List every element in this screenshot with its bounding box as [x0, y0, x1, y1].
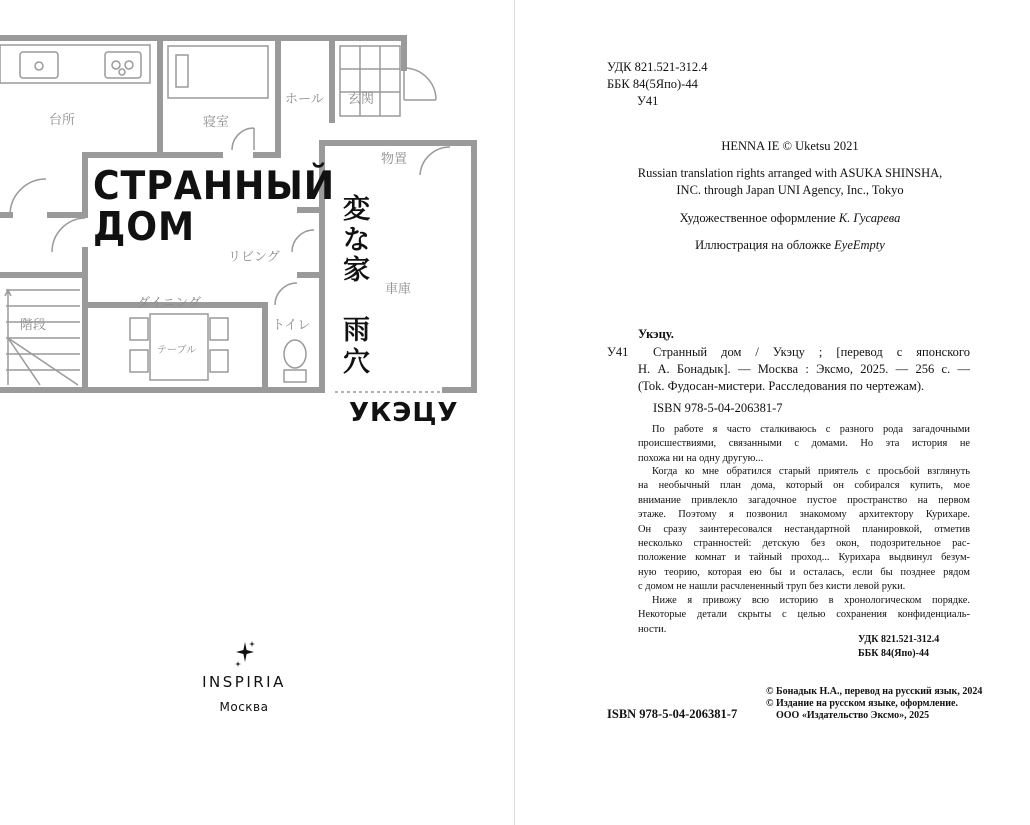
room-label-living: リビング [228, 250, 280, 265]
annotation-line: Когда ко мне обратился старый приятель с просьбой взглянуть [652, 466, 970, 477]
bbk-top: ББК 84(5Япо)-44 [607, 77, 698, 91]
design-label: Художественное оформление [679, 211, 836, 225]
title-ru-line-1: СТРАННЫЙ [93, 164, 336, 209]
annotation-line: Он сразу заинтересовался нестандартной планировкой, отметив [638, 523, 970, 535]
title-ru-line-2: ДОМ [93, 205, 196, 250]
left-page [0, 0, 514, 825]
author-heading: Укэцу. [638, 327, 674, 341]
annotation-line: на необычный план дома, который он собирался купить, мое [638, 480, 970, 492]
udk-bottom: УДК 821.521-312.4 [858, 634, 940, 645]
annotation-line: происшествиями, связанными с домами. Но эта история не [638, 438, 970, 450]
rights-line-1: Russian translation rights arranged with ASUKA SHINSHA, [637, 166, 943, 180]
isbn-bottom: ISBN 978-5-04-206381-7 [607, 707, 738, 721]
annotation-line: этаже. Поэтому я позвонил знакомому архитектору Курихаре. [638, 509, 970, 521]
cover-credit [600, 238, 980, 253]
title-jp-char-1: 変 [343, 194, 370, 225]
title-jp-char-2: な [343, 225, 370, 256]
annotation-line: По работе я часто сталкиваюсь с разного рода загадочными [652, 424, 970, 435]
annotation-line: несколько странностей: детскую без окон, подозрительное рас- [638, 537, 970, 549]
annotation-line: Некоторые детали скрыты с целью сохранения конфиденциаль- [638, 609, 970, 621]
bbk-bottom: ББК 84(Япо)-44 [858, 648, 929, 659]
biblio-line-3: (Tok. Фудосан-мистери. Расследования по чертежам). [638, 379, 925, 393]
room-label-entrance: 玄関 [348, 92, 375, 107]
floor-plan [0, 0, 514, 420]
annotation-line: Ниже я привожу всю историю в хронологическом порядке. [652, 595, 970, 606]
room-label-stairs: 階段 [20, 318, 47, 333]
annotation-line: с домом не нашли расчлененный труп без кисти левой руки. [638, 581, 906, 593]
publisher-name: INSPIRIA [202, 673, 286, 691]
code-top: У41 [637, 94, 659, 108]
copyright-publisher: ООО «Издательство Эксмо», 2025 [776, 710, 930, 721]
copyright-translation: © Бонадык Н.А., перевод на русский язык, 2024 [766, 686, 983, 697]
biblio-line-1: Странный дом / Укэцу ; [перевод с японского [653, 345, 970, 359]
code-left: У41 [607, 345, 629, 359]
publisher-city: Москва [219, 700, 269, 714]
cover-name: EyeEmpty [834, 238, 885, 252]
sparkle-logo-icon [233, 640, 257, 670]
copyright-line: HENNA IE © Uketsu 2021 [721, 139, 859, 153]
udk-top: УДК 821.521-312.4 [607, 60, 708, 74]
annotation-line: похожа ни на одну другую... [638, 452, 764, 464]
room-label-table: テーブル [157, 345, 197, 356]
annotation-paragraph-2 [638, 465, 970, 595]
copyright-edition: © Издание на русском языке, оформление. [766, 698, 958, 709]
isbn-mid: ISBN 978-5-04-206381-7 [653, 401, 783, 415]
room-label-hall: ホール [285, 92, 324, 107]
author-jp-char-2: 穴 [343, 347, 370, 378]
biblio-line-2: Н. А. Бонадык]. — Москва : Эксмо, 2025. — 256 с. — [638, 362, 970, 376]
annotation-line: положение комнат и тайный проход... Курихара выдвинул безум- [638, 552, 970, 564]
room-label-storage: 物置 [381, 152, 408, 167]
room-label-bedroom: 寝室 [203, 115, 230, 130]
title-jp-char-3: 家 [343, 255, 370, 286]
annotation-line: ности. [638, 623, 667, 635]
room-label-garage: 車庫 [385, 282, 412, 297]
author-ru: УКЭЦУ [349, 398, 459, 428]
room-label-kitchen: 台所 [49, 113, 76, 128]
room-label-toilet: トイレ [272, 318, 311, 333]
author-jp-char-1: 雨 [343, 315, 370, 346]
cover-label: Иллюстрация на обложке [695, 238, 832, 252]
rights-line-2: INC. through Japan UNI Agency, Inc., Tokyo [676, 183, 904, 197]
annotation-line: внимание привлекло загадочное пустое пространство на первом [638, 494, 970, 506]
annotation-line: ную теорию, которая ею бы и осталась, если бы позднее рядом [638, 566, 970, 578]
annotation-paragraph-3 [638, 594, 970, 637]
design-name: К. Гусарева [838, 211, 901, 225]
design-credit [600, 211, 980, 226]
room-label-dining: ダイニング [137, 296, 201, 311]
annotation-paragraph-1 [638, 423, 970, 466]
